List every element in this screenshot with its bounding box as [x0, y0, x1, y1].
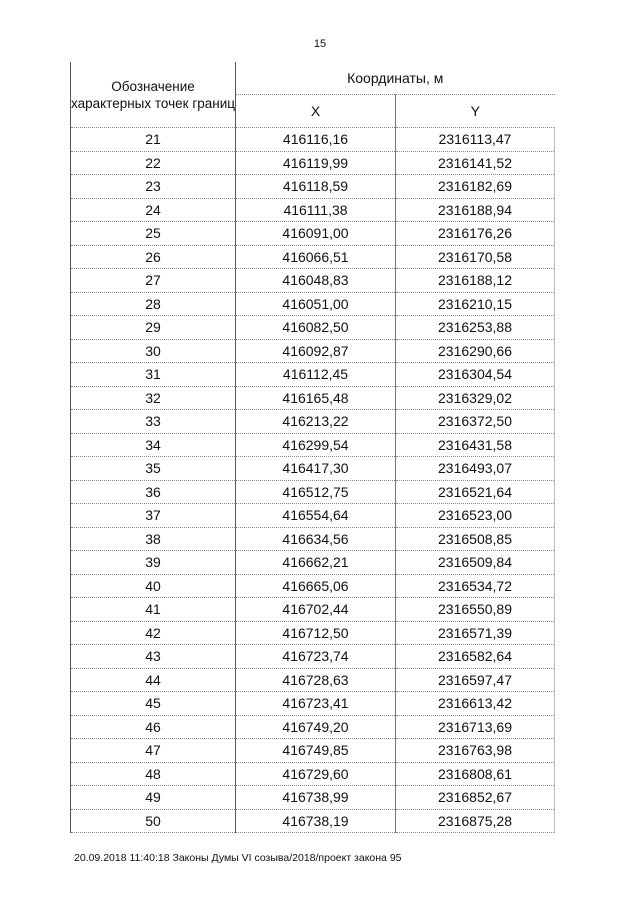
table-row — [71, 222, 555, 246]
table-row — [71, 457, 555, 481]
table-header-row-top — [71, 62, 555, 95]
x-coordinate: 416091,00 — [236, 222, 396, 246]
point-number: 29 — [71, 316, 236, 340]
y-coordinate: 2316188,94 — [396, 198, 555, 222]
table-row — [71, 480, 555, 504]
x-coordinate: 416738,99 — [236, 786, 396, 810]
x-coordinate: 416066,51 — [236, 245, 396, 269]
table-row — [71, 551, 555, 575]
x-coordinate: 416112,45 — [236, 363, 396, 387]
point-number: 34 — [71, 433, 236, 457]
y-coordinate: 2316875,28 — [396, 809, 555, 833]
point-number: 31 — [71, 363, 236, 387]
point-number: 49 — [71, 786, 236, 810]
y-coordinate: 2316493,07 — [396, 457, 555, 481]
x-coordinate: 416299,54 — [236, 433, 396, 457]
y-coordinate: 2316182,69 — [396, 175, 555, 199]
header-x: X — [236, 95, 396, 128]
y-coordinate: 2316113,47 — [396, 128, 555, 152]
table-row — [71, 645, 555, 669]
y-coordinate: 2316508,85 — [396, 527, 555, 551]
point-number: 41 — [71, 598, 236, 622]
point-number: 46 — [71, 715, 236, 739]
x-coordinate: 416749,85 — [236, 739, 396, 763]
table-row — [71, 786, 555, 810]
table-row — [71, 668, 555, 692]
table-row — [71, 762, 555, 786]
x-coordinate: 416554,64 — [236, 504, 396, 528]
table-row — [71, 245, 555, 269]
table-row — [71, 128, 555, 152]
point-number: 44 — [71, 668, 236, 692]
x-coordinate: 416092,87 — [236, 339, 396, 363]
table-row — [71, 739, 555, 763]
y-coordinate: 2316571,39 — [396, 621, 555, 645]
x-coordinate: 416118,59 — [236, 175, 396, 199]
table-row — [71, 715, 555, 739]
point-number: 48 — [71, 762, 236, 786]
point-number: 45 — [71, 692, 236, 716]
y-coordinate: 2316329,02 — [396, 386, 555, 410]
coordinates-table — [70, 62, 555, 833]
x-coordinate: 416712,50 — [236, 621, 396, 645]
point-number: 28 — [71, 292, 236, 316]
header-point-designation: Обозначение характерных точек границ — [71, 62, 236, 128]
y-coordinate: 2316431,58 — [396, 433, 555, 457]
point-number: 27 — [71, 269, 236, 293]
y-coordinate: 2316372,50 — [396, 410, 555, 434]
x-coordinate: 416119,99 — [236, 151, 396, 175]
point-number: 47 — [71, 739, 236, 763]
point-number: 23 — [71, 175, 236, 199]
point-number: 42 — [71, 621, 236, 645]
table-row — [71, 316, 555, 340]
table-row — [71, 504, 555, 528]
y-coordinate: 2316141,52 — [396, 151, 555, 175]
y-coordinate: 2316509,84 — [396, 551, 555, 575]
point-number: 33 — [71, 410, 236, 434]
y-coordinate: 2316170,58 — [396, 245, 555, 269]
header-coordinates: Координаты, м — [236, 62, 555, 95]
point-number: 24 — [71, 198, 236, 222]
x-coordinate: 416417,30 — [236, 457, 396, 481]
x-coordinate: 416728,63 — [236, 668, 396, 692]
table-body — [71, 128, 555, 833]
y-coordinate: 2316763,98 — [396, 739, 555, 763]
x-coordinate: 416749,20 — [236, 715, 396, 739]
header-y: Y — [396, 95, 555, 128]
x-coordinate: 416723,74 — [236, 645, 396, 669]
point-number: 32 — [71, 386, 236, 410]
x-coordinate: 416213,22 — [236, 410, 396, 434]
table-row — [71, 527, 555, 551]
table-row — [71, 292, 555, 316]
point-number: 21 — [71, 128, 236, 152]
point-number: 43 — [71, 645, 236, 669]
table-row — [71, 198, 555, 222]
point-number: 25 — [71, 222, 236, 246]
point-number: 39 — [71, 551, 236, 575]
point-number: 40 — [71, 574, 236, 598]
x-coordinate: 416051,00 — [236, 292, 396, 316]
y-coordinate: 2316210,15 — [396, 292, 555, 316]
table-row — [71, 809, 555, 833]
point-number: 37 — [71, 504, 236, 528]
footer-note: 20.09.2018 11:40:18 Законы Думы VI созыва/2018/проект закона 95 — [74, 852, 402, 864]
point-number: 36 — [71, 480, 236, 504]
table-row — [71, 621, 555, 645]
x-coordinate: 416512,75 — [236, 480, 396, 504]
table-row — [71, 339, 555, 363]
y-coordinate: 2316852,67 — [396, 786, 555, 810]
point-number: 22 — [71, 151, 236, 175]
y-coordinate: 2316582,64 — [396, 645, 555, 669]
x-coordinate: 416702,44 — [236, 598, 396, 622]
point-number: 50 — [71, 809, 236, 833]
point-number: 26 — [71, 245, 236, 269]
x-coordinate: 416116,16 — [236, 128, 396, 152]
x-coordinate: 416738,19 — [236, 809, 396, 833]
table-row — [71, 598, 555, 622]
x-coordinate: 416665,06 — [236, 574, 396, 598]
y-coordinate: 2316808,61 — [396, 762, 555, 786]
table-row — [71, 433, 555, 457]
y-coordinate: 2316523,00 — [396, 504, 555, 528]
point-number: 38 — [71, 527, 236, 551]
point-number: 35 — [71, 457, 236, 481]
table-row — [71, 410, 555, 434]
x-coordinate: 416048,83 — [236, 269, 396, 293]
table-header — [71, 62, 555, 128]
x-coordinate: 416165,48 — [236, 386, 396, 410]
y-coordinate: 2316304,54 — [396, 363, 555, 387]
table-row — [71, 175, 555, 199]
y-coordinate: 2316597,47 — [396, 668, 555, 692]
table-row — [71, 269, 555, 293]
x-coordinate: 416111,38 — [236, 198, 396, 222]
x-coordinate: 416723,41 — [236, 692, 396, 716]
page-number: 15 — [313, 38, 327, 50]
y-coordinate: 2316534,72 — [396, 574, 555, 598]
table-row — [71, 574, 555, 598]
y-coordinate: 2316188,12 — [396, 269, 555, 293]
y-coordinate: 2316713,69 — [396, 715, 555, 739]
y-coordinate: 2316613,42 — [396, 692, 555, 716]
point-number: 30 — [71, 339, 236, 363]
table-row — [71, 151, 555, 175]
x-coordinate: 416662,21 — [236, 551, 396, 575]
table-row — [71, 363, 555, 387]
y-coordinate: 2316176,26 — [396, 222, 555, 246]
table-row — [71, 692, 555, 716]
x-coordinate: 416634,56 — [236, 527, 396, 551]
x-coordinate: 416729,60 — [236, 762, 396, 786]
y-coordinate: 2316253,88 — [396, 316, 555, 340]
table-row — [71, 386, 555, 410]
y-coordinate: 2316550,89 — [396, 598, 555, 622]
y-coordinate: 2316290,66 — [396, 339, 555, 363]
y-coordinate: 2316521,64 — [396, 480, 555, 504]
x-coordinate: 416082,50 — [236, 316, 396, 340]
